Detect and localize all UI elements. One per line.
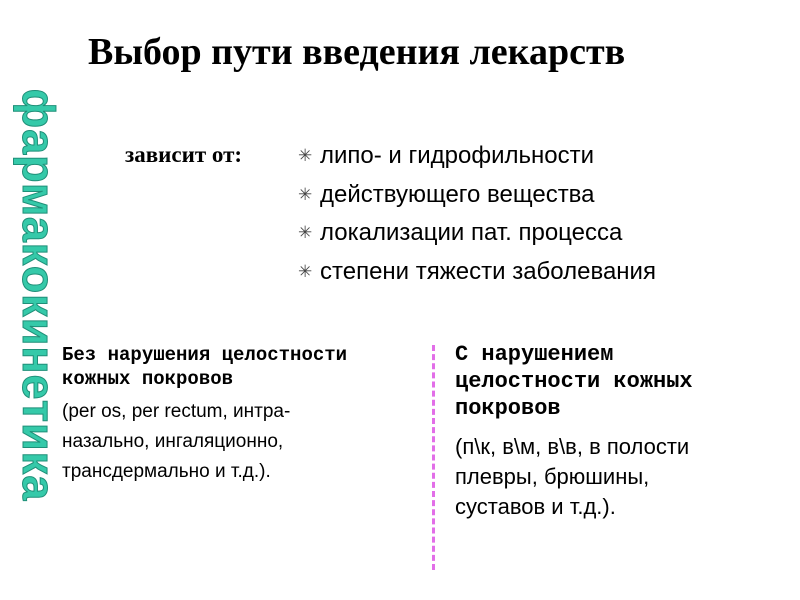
side-title: фармакокинетика <box>13 88 64 502</box>
right-column <box>455 341 790 522</box>
list-item: ✳ действующего вещества <box>298 179 656 218</box>
depends-label: зависит от: <box>125 142 243 167</box>
list-item: ✳ степени тяжести заболевания <box>298 256 656 295</box>
left-column <box>62 343 422 487</box>
list-item: ✳ липо- и гидрофильности <box>298 140 656 179</box>
asterisk-icon: ✳ <box>298 146 313 165</box>
right-heading: С нарушением целостности кожных покровов <box>455 342 693 421</box>
left-body: (per os, per rectum, интра- назально, ингаляционно, трансдермально и т.д.). <box>62 401 291 482</box>
column-divider <box>432 345 435 570</box>
asterisk-icon: ✳ <box>298 184 313 204</box>
list-item: ✳ локализации пат. процесса <box>298 217 656 256</box>
right-body: (п\к, в\м, в\в, в полости плевры, брюшины, суставов и т.д.). <box>455 434 690 519</box>
left-heading: Без нарушения целостности кожных покровов <box>62 344 348 390</box>
factor-list <box>298 140 656 294</box>
slide-title: Выбор пути введения лекарств <box>88 31 626 73</box>
asterisk-icon: ✳ <box>298 223 313 242</box>
asterisk-icon: ✳ <box>298 261 313 281</box>
